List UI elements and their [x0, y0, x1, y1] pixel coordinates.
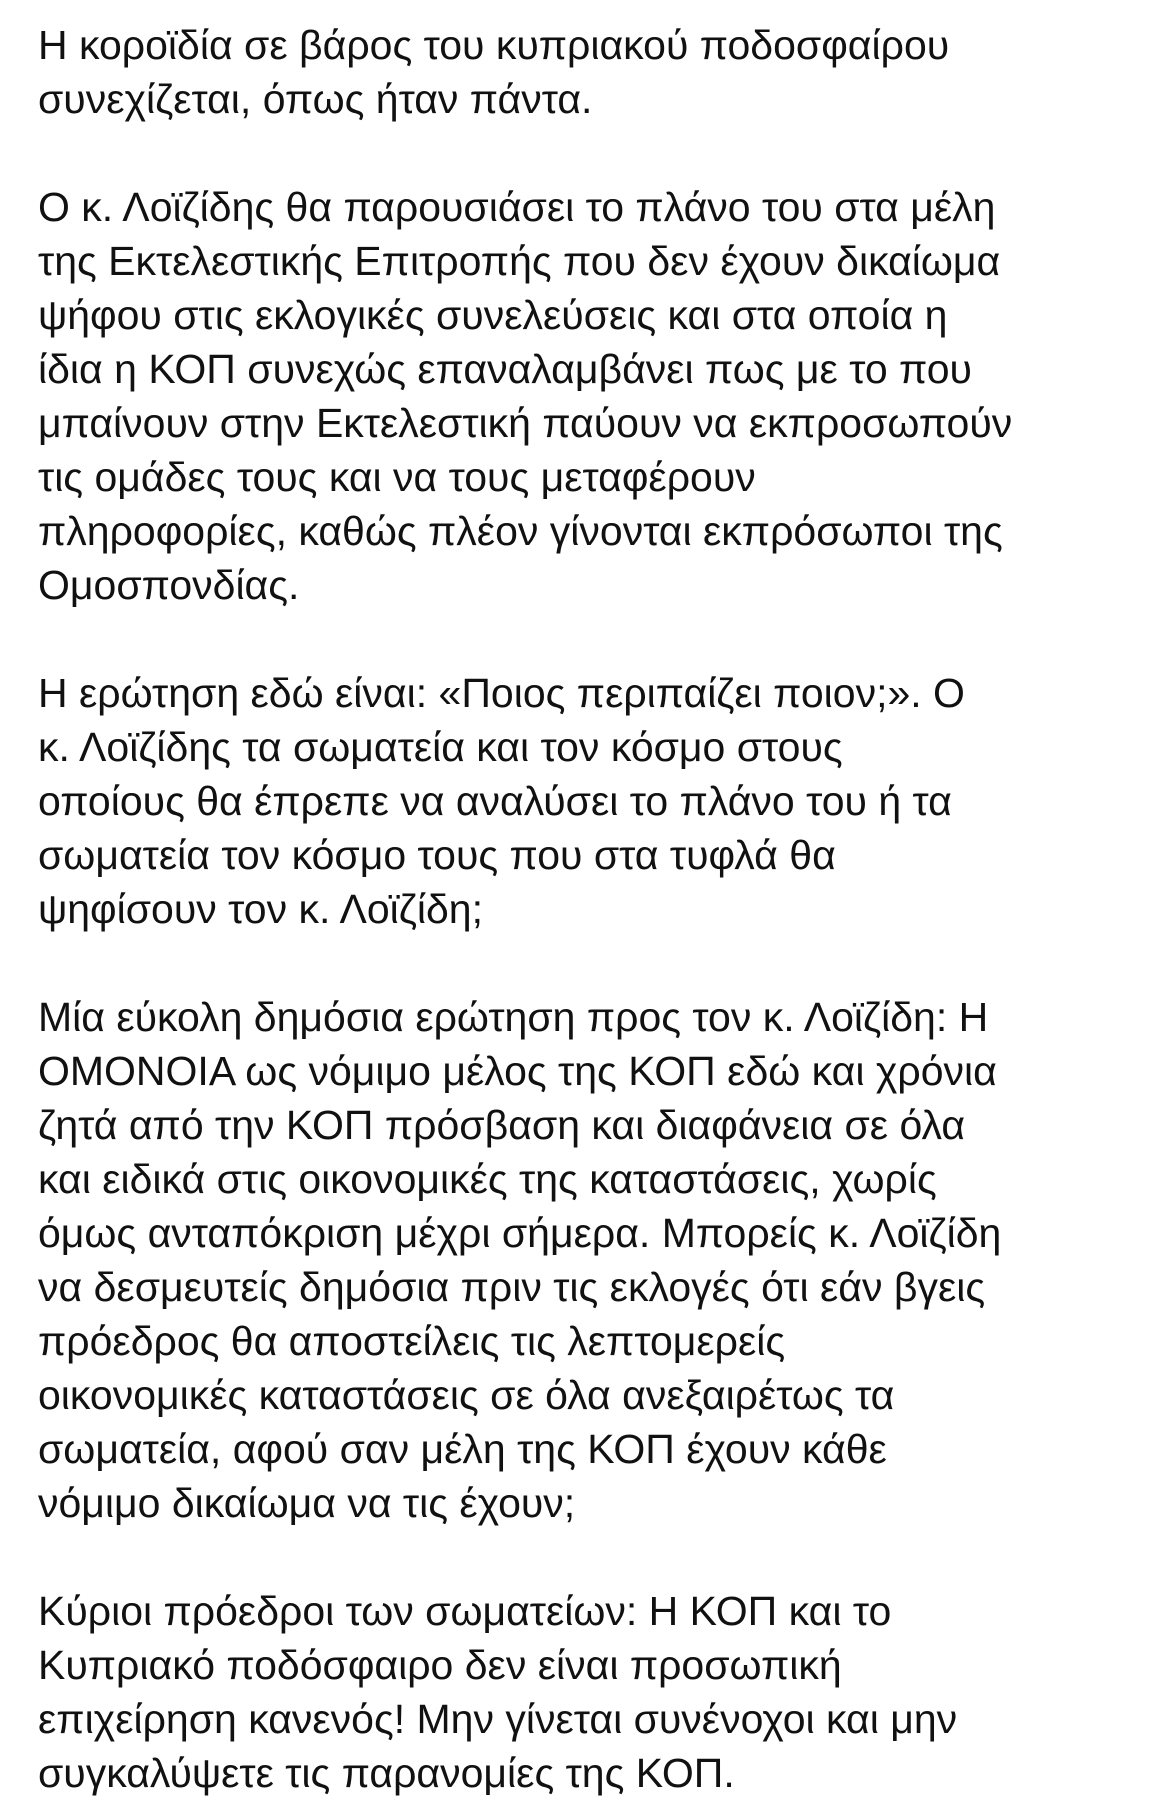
paragraph-1: [38, 18, 1148, 126]
text-line: ίδια η ΚΟΠ συνεχώς επαναλαμβάνει πως με το που: [38, 346, 972, 392]
text-line: ψηφίσουν τον κ. Λοϊζίδη;: [38, 886, 483, 932]
text-line: ΟΜΟΝΟΙΑ ως νόμιμο μέλος της ΚΟΠ εδώ και χρόνια: [38, 1048, 997, 1094]
text-line: οποίους θα έπρεπε να αναλύσει το πλάνο του ή τα: [38, 778, 952, 824]
text-line: Ομοσπονδίας.: [38, 562, 300, 608]
text-line: Κυπριακό ποδόσφαιρο δεν είναι προσωπική: [38, 1642, 842, 1688]
text-line: Μία εύκολη δημόσια ερώτηση προς τον κ. Λοϊζίδη: Η: [38, 994, 989, 1040]
text-line: συγκαλύψετε τις παρανομίες της ΚΟΠ.: [38, 1750, 735, 1796]
text-line: μπαίνουν στην Εκτελεστική παύουν να εκπροσωπούν: [38, 400, 1013, 446]
text-line: συνεχίζεται, όπως ήταν πάντα.: [38, 76, 593, 122]
text-line: και ειδικά στις οικονομικές της καταστάσεις, χωρίς: [38, 1156, 937, 1202]
text-line: πρόεδρος θα αποστείλεις τις λεπτομερείς: [38, 1318, 786, 1364]
text-line: Η ερώτηση εδώ είναι: «Ποιος περιπαίζει ποιον;». Ο: [38, 670, 965, 716]
text-line: τις ομάδες τους και να τους μεταφέρουν: [38, 454, 756, 500]
text-line: κ. Λοϊζίδης τα σωματεία και τον κόσμο στους: [38, 724, 843, 770]
text-line: νόμιμο δικαίωμα να τις έχουν;: [38, 1480, 576, 1526]
text-line: ζητά από την ΚΟΠ πρόσβαση και διαφάνεια σε όλα: [38, 1102, 966, 1148]
text-line: πληροφορίες, καθώς πλέον γίνονται εκπρόσωποι της: [38, 508, 1003, 554]
text-line: Η κοροϊδία σε βάρος του κυπριακού ποδοσφαίρου: [38, 22, 950, 68]
paragraph-4: [38, 990, 1148, 1530]
paragraph-2: [38, 180, 1148, 612]
text-line: σωματεία, αφού σαν μέλη της ΚΟΠ έχουν κάθε: [38, 1426, 887, 1472]
text-line: να δεσμευτείς δημόσια πριν τις εκλογές ότι εάν βγεις: [38, 1264, 986, 1310]
text-line: σωματεία τον κόσμο τους που στα τυφλά θα: [38, 832, 836, 878]
text-line: οικονομικές καταστάσεις σε όλα ανεξαιρέτως τα: [38, 1372, 895, 1418]
text-line: της Εκτελεστικής Επιτροπής που δεν έχουν δικαίωμα: [38, 238, 1001, 284]
text-line: όμως ανταπόκριση μέχρι σήμερα. Μπορείς κ. Λοϊζίδη: [38, 1210, 1002, 1256]
text-line: Κύριοι πρόεδροι των σωματείων: Η ΚΟΠ και το: [38, 1588, 892, 1634]
text-line: Ο κ. Λοϊζίδης θα παρουσιάσει το πλάνο του στα μέλη: [38, 184, 996, 230]
paragraph-3: [38, 666, 1148, 936]
paragraph-5: [38, 1584, 1148, 1800]
text-line: επιχείρηση κανενός! Μην γίνεται συνένοχοι και μην: [38, 1696, 958, 1742]
document-body: [38, 18, 1148, 1800]
text-line: ψήφου στις εκλογικές συνελεύσεις και στα οποία η: [38, 292, 948, 338]
